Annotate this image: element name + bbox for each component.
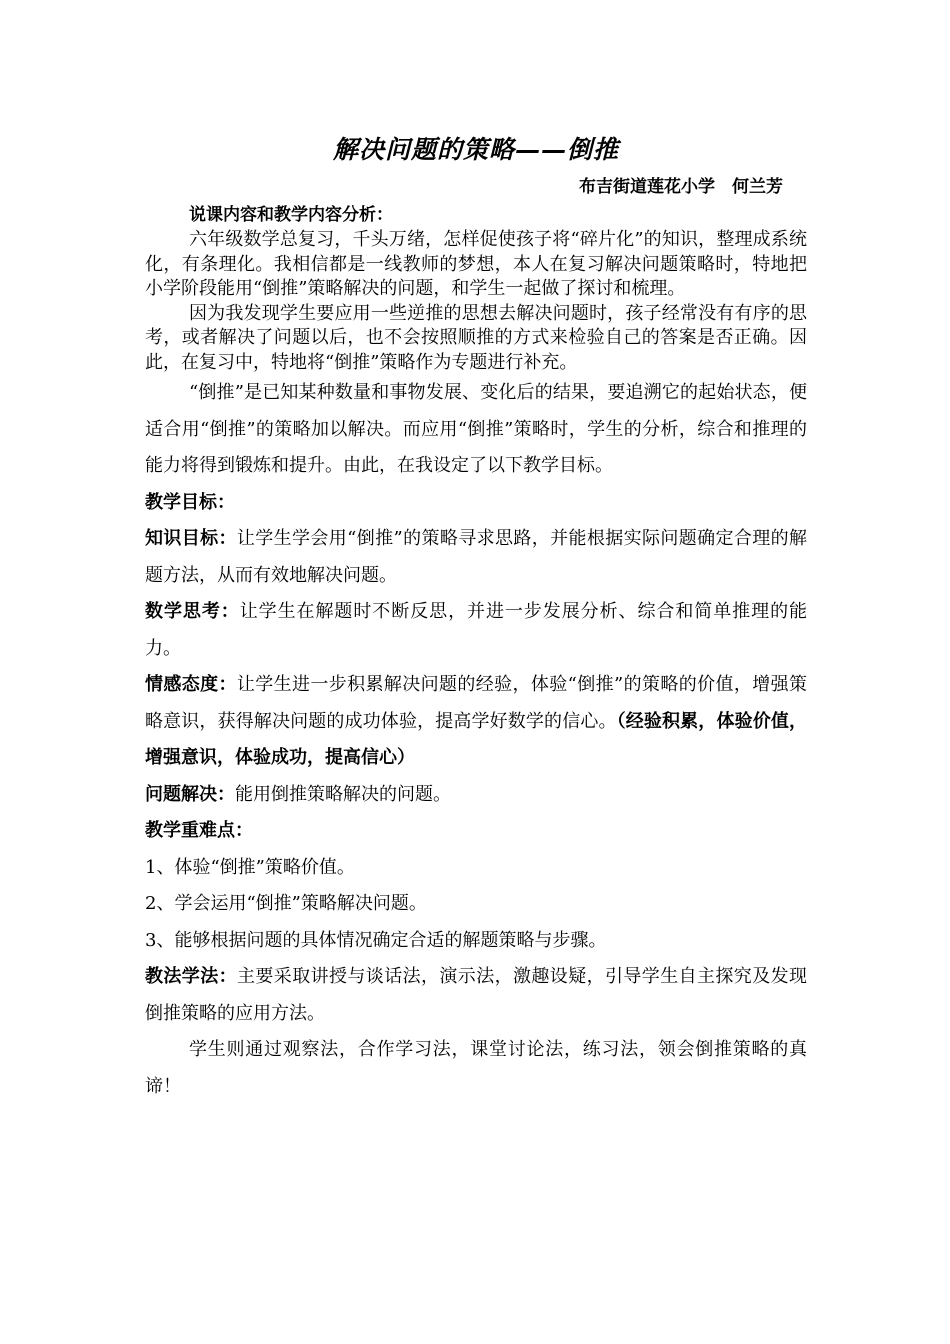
- keypoint-item: 1、体验“倒推”策略价值。: [145, 856, 355, 878]
- methods-label: 教法学法：: [145, 966, 237, 987]
- methods-paragraph: [145, 959, 807, 1032]
- document-title: 解决问题的策略——倒推: [332, 135, 619, 164]
- student-methods-paragraph: 学生则通过观察法，合作学习法，课堂讨论法，练习法，领会倒推策略的真谛！: [145, 1039, 807, 1097]
- keypoint-item: 3、能够根据问题的具体情况确定合适的解题策略与步骤。: [145, 929, 607, 951]
- goal-thinking-label: 数学思考：: [145, 601, 240, 622]
- goal-knowledge-text: 让学生学会用“倒推”的策略寻求思路，并能根据实际问题确定合理的解题方法，从而有效地解决问题。: [145, 528, 807, 586]
- goal-emotion-text: 让学生进一步积累解决问题的经验，体验“倒推”的策略的价值，增强策略意识，获得解决问题的成功体验，提高学好数学的信心。: [145, 674, 807, 732]
- goal-knowledge-label: 知识目标：: [145, 528, 237, 549]
- goal-thinking: [145, 594, 807, 667]
- keypoint-item: 2、学会运用“倒推”策略解决问题。: [145, 893, 427, 914]
- methods-text: 主要采取讲授与谈话法，演示法，激趣设疑，引导学生自主探究及发现倒推策略的应用方法。: [145, 966, 807, 1024]
- goal-emotion: [145, 667, 807, 777]
- goal-emotion-label: 情感态度：: [145, 674, 237, 695]
- keypoints-heading: 教学重难点：: [145, 820, 253, 841]
- goal-emotion-summary: （经验积累，体验价值，增强意识，体验成功，提高信心）: [145, 710, 807, 768]
- analysis-paragraph-1: 六年级数学总复习，千头万绪，怎样促使孩子将“碎片化”的知识，整理成系统化，有条理化。我相信都是一线教师的梦想，本人在复习解决问题策略时，特地把小学阶段能用“倒推”策略解决的问题，和学生一起做了探讨和梳理。: [145, 229, 807, 299]
- author-line: 布吉街道莲花小学 何兰芳: [579, 177, 783, 197]
- document-page: [145, 128, 807, 1105]
- analysis-paragraph-3: “倒推”是已知某种数量和事物发展、变化后的结果，要追溯它的起始状态，便适合用“倒推”的策略加以解决。而应用“倒推”策略时，学生的分析，综合和推理的能力将得到锻炼和提升。由此，在我设定了以下教学目标。: [145, 382, 807, 476]
- goal-knowledge: [145, 521, 807, 594]
- goal-solve: [145, 777, 807, 814]
- analysis-paragraph-2: 因为我发现学生要应用一些逆推的思想去解决问题时，孩子经常没有有序的思考，或者解决了问题以后，也不会按照顺推的方式来检验自己的答案是否正确。因此，在复习中，特地将“倒推”策略作为专题进行补充。: [145, 302, 807, 373]
- goal-solve-text: 能用倒推策略解决的问题。: [235, 783, 451, 805]
- goal-thinking-text: 让学生在解题时不断反思，并进一步发展分析、综合和简单推理的能力。: [145, 601, 808, 659]
- section-heading-analysis: 说课内容和教学内容分析：: [189, 205, 393, 225]
- goals-heading: 教学目标：: [145, 491, 235, 513]
- goal-solve-label: 问题解决：: [145, 783, 235, 805]
